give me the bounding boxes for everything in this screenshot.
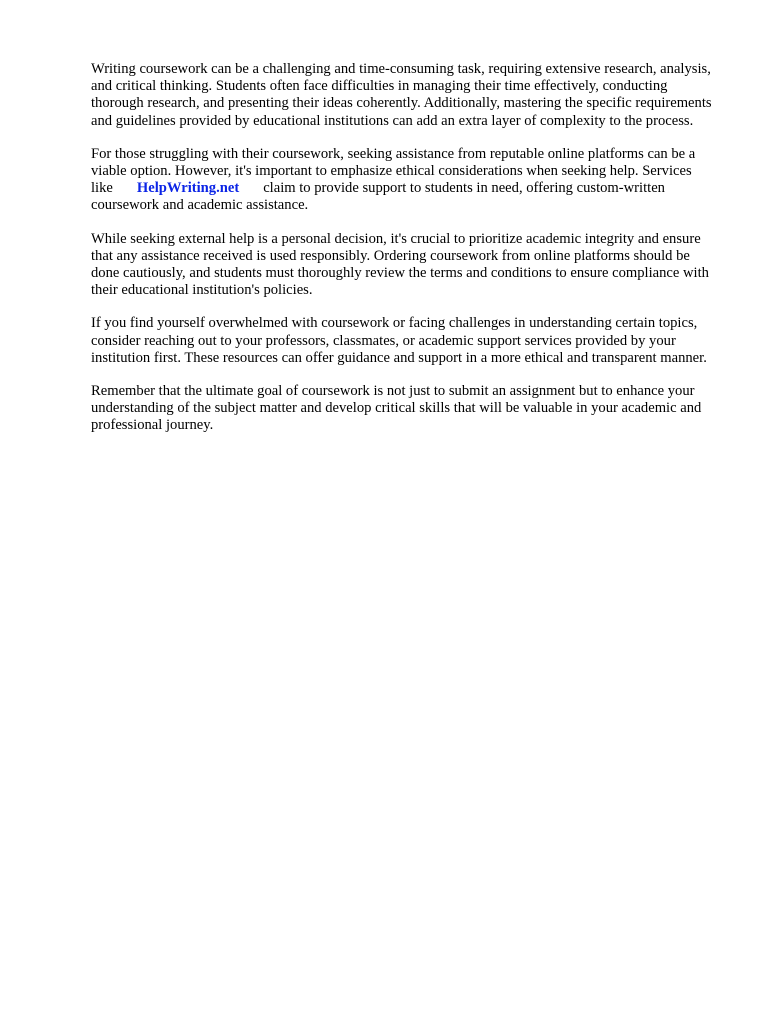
paragraph-intro: Writing coursework can be a challenging and time-consuming task, requiring extensive research, analysis, and critical thinking. Students often face difficulties in managing their time effectively, conducting thorough research, and presenting their ideas coherently. Additionally, mastering the specific requirements and guidelines provided by educational institutions can add an extra layer of complexity to the process. xyxy=(91,61,712,129)
paragraph-reach-out: If you find yourself overwhelmed with coursework or facing challenges in understanding certain topics, consider reaching out to your professors, classmates, or academic support services provided by your institution first. These resources can offer guidance and support in a more ethical and transparent manner. xyxy=(91,315,707,366)
helpwriting-link[interactable]: HelpWriting.net xyxy=(136,180,240,197)
services-text-after-link: claim to provide support to students in need, offering custom-written coursework and academic assistance. xyxy=(91,180,665,214)
document-body xyxy=(91,61,713,451)
paragraph-services xyxy=(91,146,713,215)
paragraph-integrity: While seeking external help is a personal decision, it's crucial to prioritize academic integrity and ensure that any assistance received is used responsibly. Ordering coursework from online platforms should be done cautiously, and students must thoroughly review the terms and conditions to ensure compliance with their educational institution's policies. xyxy=(91,230,709,299)
paragraph-conclusion: Remember that the ultimate goal of coursework is not just to submit an assignment but to enhance your understanding of the subject matter and develop critical skills that will be valuable in your academic and professional journey. xyxy=(91,383,702,434)
services-text-before-link: For those struggling with their coursework, seeking assistance from reputable online platforms can be a viable option. However, it's important to emphasize ethical considerations when seeking help. Services like xyxy=(91,145,696,197)
